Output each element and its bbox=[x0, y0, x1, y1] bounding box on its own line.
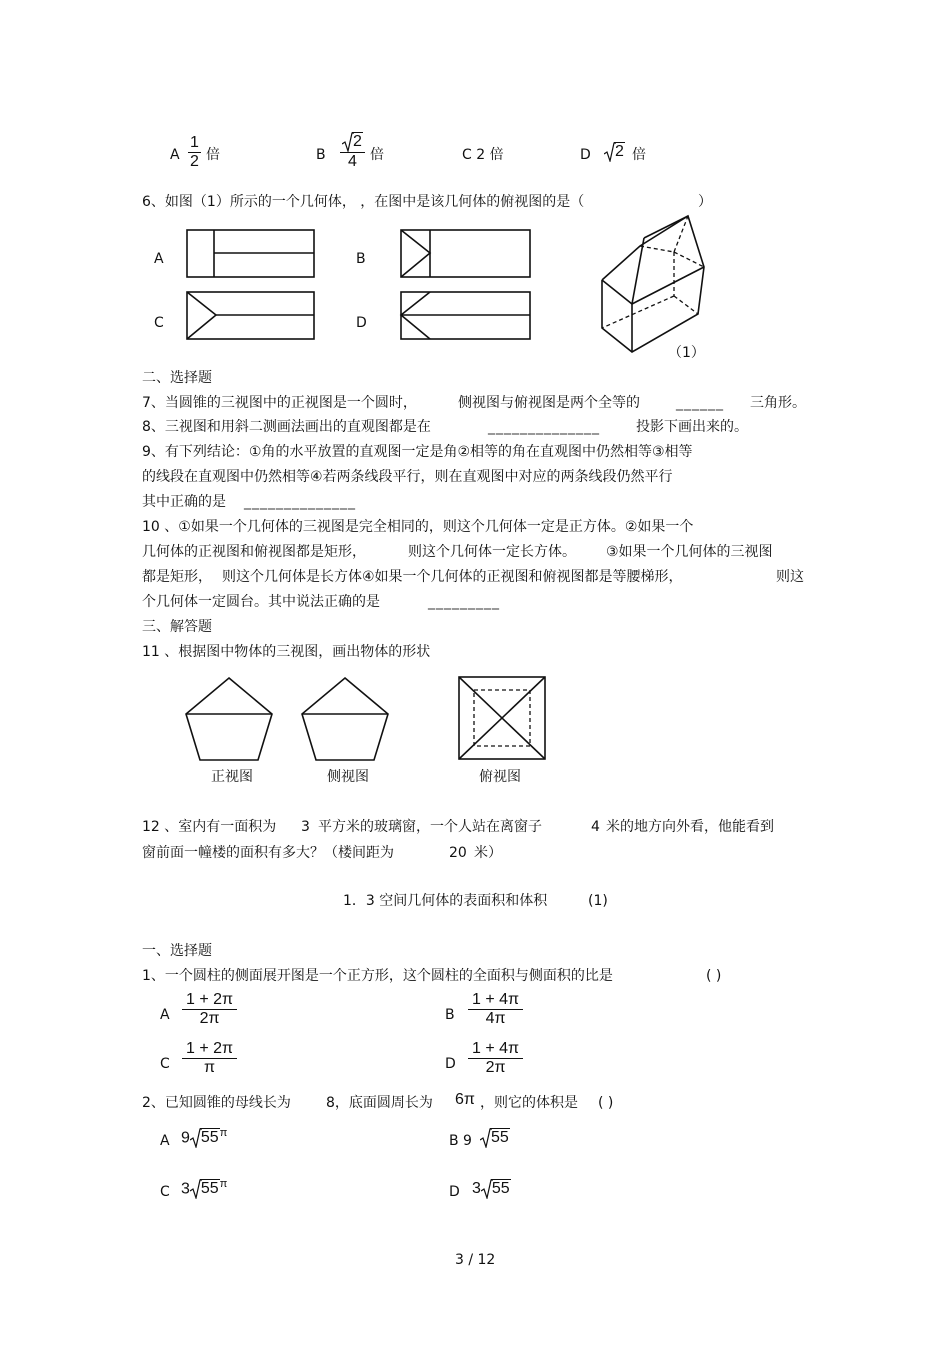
option-b-unit: 倍 bbox=[370, 147, 384, 163]
radicand: 2 bbox=[353, 133, 362, 150]
pi-symbol: π bbox=[219, 1127, 228, 1139]
problem-2-circumference: 6π bbox=[455, 1091, 475, 1108]
question-12-text-a: 12 、室内有一面积为 bbox=[142, 819, 277, 835]
radicand: 2 bbox=[615, 143, 624, 160]
pi-symbol: π bbox=[219, 1178, 228, 1190]
question-12-number-3: 3 bbox=[301, 819, 310, 835]
question-10-line-2a: 几何体的正视图和俯视图都是矩形， bbox=[142, 544, 366, 560]
fraction-sqrt2-over-4 bbox=[340, 132, 365, 171]
question-12-line-2a: 窗前面一幢楼的面积有多大？（楼间距为 bbox=[142, 845, 394, 861]
option-b-label: B bbox=[316, 147, 326, 163]
p2-option-b-label: B 9 bbox=[449, 1133, 472, 1149]
problem-2-paren: ( ) bbox=[598, 1095, 614, 1111]
radicand: 55 bbox=[200, 1180, 219, 1198]
question-12-number-4: 4 bbox=[591, 819, 600, 835]
fraction-denominator: π bbox=[204, 1059, 216, 1076]
q6-option-a-figure bbox=[186, 229, 316, 279]
side-view-caption: 侧视图 bbox=[327, 769, 369, 785]
p2-option-a-label: A bbox=[160, 1133, 170, 1149]
problem-2-text-a: 2、已知圆锥的母线长为 bbox=[142, 1095, 291, 1111]
question-12-text-c: 平方米的玻璃窗，一个人站在离窗子 bbox=[318, 819, 542, 835]
p1-option-a-fraction bbox=[182, 991, 237, 1028]
page-number: 3 / 12 bbox=[455, 1252, 496, 1268]
p1-option-c-fraction bbox=[182, 1040, 237, 1077]
question-8-text: 8、三视图和用斜二测画法画出的直观图都是在 bbox=[142, 419, 431, 435]
radicand: 55 bbox=[491, 1129, 509, 1146]
q6-option-d-figure bbox=[400, 291, 532, 341]
section-heading-part: (1) bbox=[588, 893, 608, 909]
front-view-caption: 正视图 bbox=[211, 769, 253, 785]
question-10-line-1: 10 、①如果一个几何体的三视图是完全相同的，则这个几何体一定是正方体。②如果一个 bbox=[142, 519, 694, 535]
sqrt-symbol bbox=[190, 1179, 220, 1199]
coefficient: 3 bbox=[472, 1180, 481, 1197]
question-6-close-paren: ） bbox=[698, 194, 712, 210]
radicand: 55 bbox=[200, 1129, 219, 1147]
p2-option-c-value bbox=[181, 1179, 227, 1199]
sqrt-symbol bbox=[190, 1128, 220, 1148]
question-12-line-2c: 米） bbox=[474, 845, 502, 861]
problem-2-text-d: ，则它的体积是 bbox=[480, 1095, 578, 1111]
question-9-line-1: 9、有下列结论：①角的水平放置的直观图一定是角②相等的角在直观图中仍然相等③相等 bbox=[142, 444, 693, 460]
question-7-text-c: 三角形。 bbox=[750, 395, 806, 411]
question-10-line-2c: ③如果一个几何体的三视图 bbox=[606, 544, 773, 560]
option-a-unit: 倍 bbox=[206, 147, 220, 163]
question-12-number-20: 20 bbox=[449, 845, 467, 861]
q6-option-a-label: A bbox=[154, 251, 164, 267]
fraction-numerator bbox=[340, 132, 365, 153]
question-10-line-2b: 则这个几何体一定长方体。 bbox=[408, 544, 576, 560]
p2-option-d-value bbox=[472, 1179, 511, 1199]
side-view-pentagon bbox=[300, 676, 390, 762]
question-7-text-b: 侧视图与俯视图是两个全等的 bbox=[458, 395, 640, 411]
p1-option-c-label: C bbox=[160, 1056, 170, 1072]
q6-option-b-label: B bbox=[356, 251, 366, 267]
question-10-line-3a: 都是矩形， bbox=[142, 569, 212, 585]
question-12-text-e: 米的地方向外看，他能看到 bbox=[606, 819, 774, 835]
radicand: 55 bbox=[491, 1180, 510, 1197]
fraction-numerator: 1 + 4π bbox=[468, 991, 523, 1010]
question-9-line-3: 其中正确的是 bbox=[142, 494, 226, 510]
top-view-caption: 俯视图 bbox=[479, 769, 521, 785]
option-a-label: A bbox=[170, 147, 180, 163]
fraction-denominator: 2π bbox=[199, 1010, 220, 1027]
question-10-line-3b: 则这个几何体是长方体④如果一个几何体的正视图和俯视图都是等腰梯形， bbox=[222, 569, 683, 585]
fraction-numerator: 1 + 2π bbox=[182, 991, 237, 1010]
p2-option-c-label: C bbox=[160, 1184, 170, 1200]
answer-blank[interactable]: ______________ bbox=[488, 419, 600, 435]
p1-option-a-label: A bbox=[160, 1007, 170, 1023]
q6-option-b-figure bbox=[400, 229, 532, 279]
fraction-denominator: 4π bbox=[485, 1010, 506, 1027]
fraction-denominator: 2π bbox=[485, 1059, 506, 1076]
answer-blank[interactable]: _________ bbox=[428, 594, 500, 610]
p1-option-b-fraction bbox=[468, 991, 523, 1028]
p1-option-b-label: B bbox=[445, 1007, 455, 1023]
problem-2-text-b: 8，底面圆周长为 bbox=[326, 1095, 433, 1111]
sqrt-symbol bbox=[342, 132, 363, 152]
p1-option-d-fraction bbox=[468, 1040, 523, 1077]
question-8-text-c: 投影下画出来的。 bbox=[636, 419, 748, 435]
geometric-solid-figure bbox=[598, 212, 708, 356]
top-view-square bbox=[458, 676, 548, 762]
problem-1-paren: ( ) bbox=[706, 968, 722, 984]
answer-blank[interactable]: ______ bbox=[676, 395, 724, 411]
fraction-numerator: 1 + 4π bbox=[468, 1040, 523, 1059]
question-7-text: 7、当圆锥的三视图中的正视图是一个圆时， bbox=[142, 395, 417, 411]
coefficient: 3 bbox=[181, 1180, 190, 1198]
coefficient: 9 bbox=[181, 1129, 190, 1147]
question-10-line-4: 个几何体一定圆台。其中说法正确的是 bbox=[142, 594, 380, 610]
fraction-numerator: 1 bbox=[190, 134, 199, 151]
p2-option-b-value bbox=[480, 1128, 510, 1148]
q6-option-d-label: D bbox=[356, 315, 367, 331]
p2-option-a-value bbox=[181, 1128, 227, 1148]
fraction-denominator: 4 bbox=[348, 153, 357, 170]
fraction-denominator: 2 bbox=[190, 153, 199, 170]
figure-caption: （1） bbox=[668, 345, 705, 361]
question-6-text: 6、如图（1）所示的一个几何体， ，在图中是该几何体的俯视图的是（ bbox=[142, 194, 585, 210]
option-d-unit: 倍 bbox=[632, 147, 646, 163]
option-c: C 2 倍 bbox=[462, 147, 504, 163]
fraction-numerator: 1 + 2π bbox=[182, 1040, 237, 1059]
answer-blank[interactable]: ______________ bbox=[244, 494, 356, 510]
question-9-line-2: 的线段在直观图中仍然相等④若两条线段平行，则在直观图中对应的两条线段仍然平行 bbox=[142, 469, 673, 485]
p1-option-d-label: D bbox=[445, 1056, 456, 1072]
section-heading: 1．3 空间几何体的表面积和体积 bbox=[343, 893, 548, 909]
section-title: 三、解答题 bbox=[142, 619, 212, 635]
q6-option-c-label: C bbox=[154, 315, 164, 331]
question-11-text: 11 、根据图中物体的三视图，画出物体的形状 bbox=[142, 644, 431, 660]
problem-1-text: 1、一个圆柱的侧面展开图是一个正方形，这个圆柱的全面积与侧面积的比是 bbox=[142, 968, 613, 984]
question-10-line-3c: 则这 bbox=[776, 569, 804, 585]
p2-option-d-label: D bbox=[449, 1184, 460, 1200]
sqrt-2 bbox=[604, 142, 625, 162]
option-d-label: D bbox=[580, 147, 591, 163]
q6-option-c-figure bbox=[186, 291, 316, 341]
section-title: 二、选择题 bbox=[142, 370, 212, 386]
sqrt-symbol bbox=[480, 1128, 510, 1148]
section-title: 一、选择题 bbox=[142, 943, 212, 959]
fraction-one-half bbox=[188, 134, 201, 171]
sqrt-symbol bbox=[481, 1179, 511, 1199]
front-view-pentagon bbox=[184, 676, 274, 762]
